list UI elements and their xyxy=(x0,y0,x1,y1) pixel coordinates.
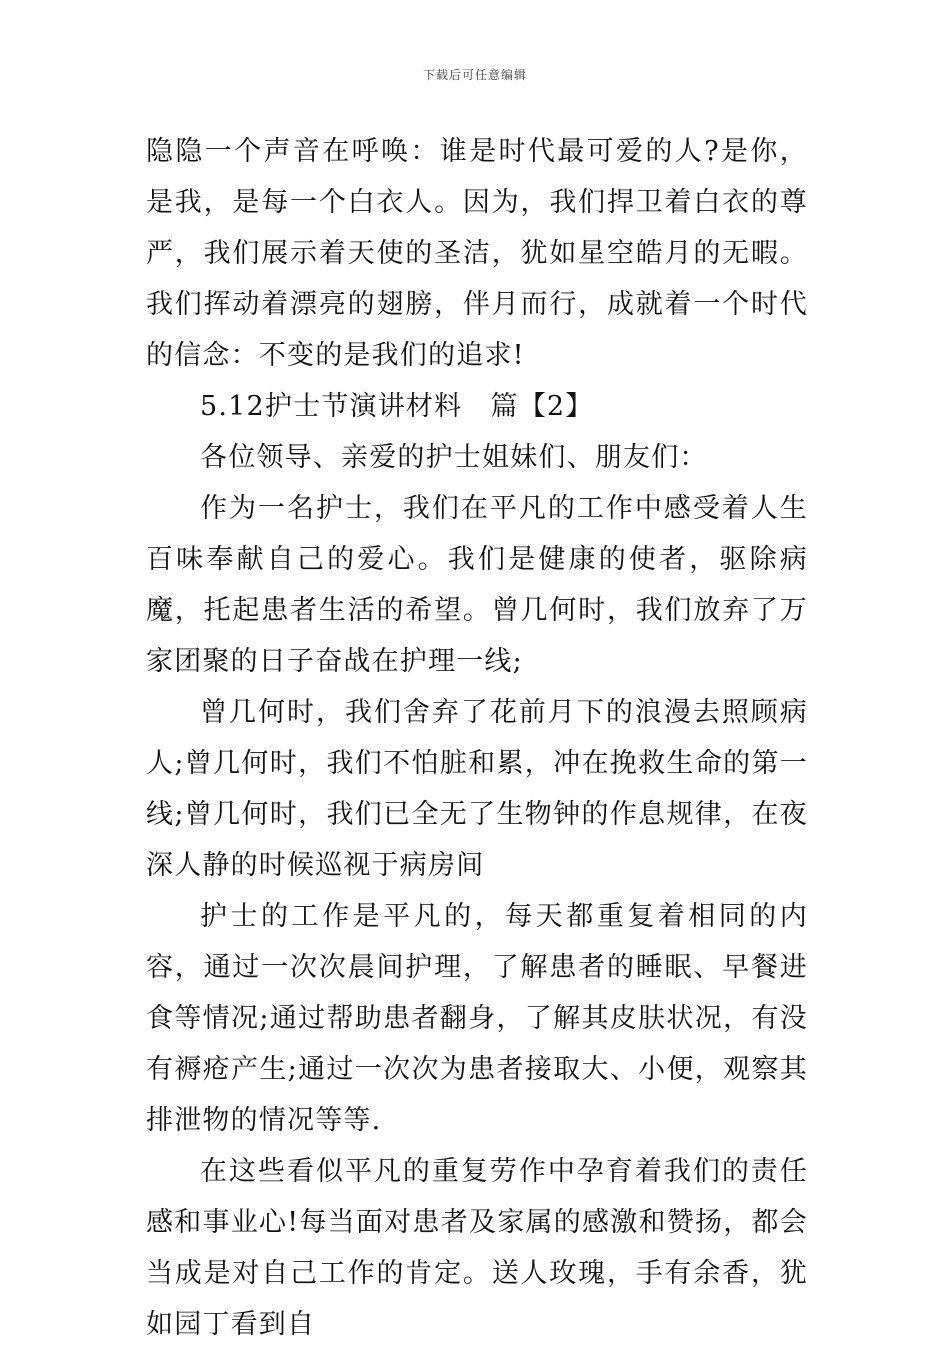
paragraph: 作为一名护士，我们在平凡的工作中感受着人生百味奉献自己的爱心。我们是健康的使者，驱除病魔，托起患者生活的希望。曾几何时，我们放弃了万家团聚的日子奋战在护理一线; xyxy=(146,493,808,677)
section-heading: 5.12护士节演讲材料 篇【2】 xyxy=(200,391,594,422)
paragraph: 在这些看似平凡的重复劳作中孕育着我们的责任感和事业心!每当面对患者及家属的感激和赞扬，都会当成是对自己工作的肯定。送人玫瑰，手有余香，犹如园丁看到自 xyxy=(146,1156,808,1340)
greeting-line: 各位领导、亲爱的护士姐妹们、朋友们： xyxy=(200,442,708,473)
page-header-note: 下载后可任意编辑 xyxy=(422,68,527,82)
paragraph-continued: 隐隐一个声音在呼唤：谁是时代最可爱的人?是你，是我，是每一个白衣人。因为，我们捍卫着白衣的尊严，我们展示着天使的圣洁，犹如星空皓月的无暇。我们挥动着漂亮的翅膀，伴月而行，成就着一个时代的信念：不变的是我们的追求! xyxy=(146,136,808,371)
paragraph: 曾几何时，我们舍弃了花前月下的浪漫去照顾病人;曾几何时，我们不怕脏和累，冲在挽救生命的第一线;曾几何时，我们已全无了生物钟的作息规律，在夜深人静的时候巡视于病房间 xyxy=(146,697,808,881)
document-body xyxy=(146,126,808,1350)
paragraph: 护士的工作是平凡的，每天都重复着相同的内容，通过一次次晨间护理，了解患者的睡眠、早餐进食等情况;通过帮助患者翻身，了解其皮肤状况，有没有褥疮产生;通过一次次为患者接取大、小便，观察其排泄物的情况等等. xyxy=(146,901,808,1136)
